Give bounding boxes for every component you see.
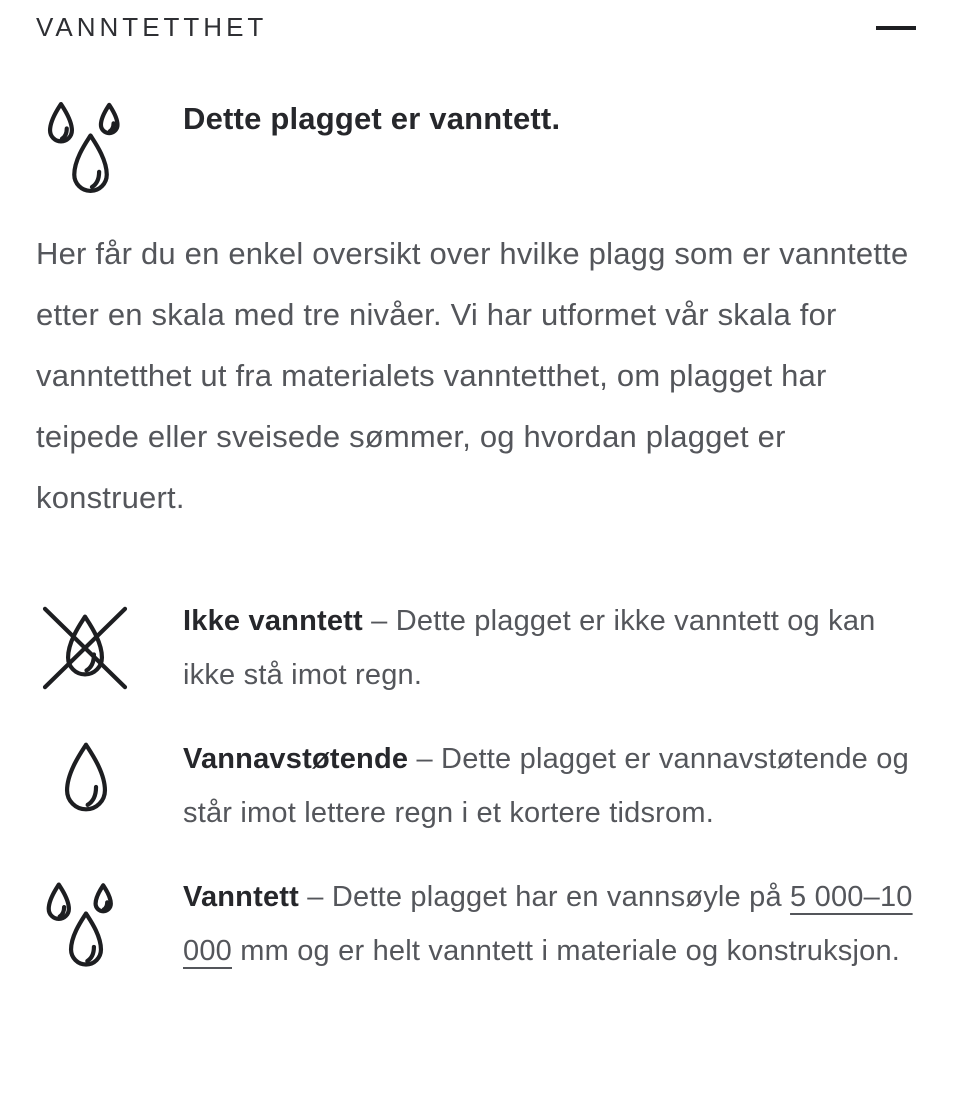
collapse-minus-icon[interactable] <box>876 26 916 30</box>
single-water-drop-icon <box>58 738 114 816</box>
level-icon-column <box>36 594 183 696</box>
crossed-water-drop-icon <box>36 600 134 696</box>
level-text <box>183 594 922 702</box>
level-icon-column <box>36 870 183 974</box>
three-water-drops-icon <box>36 95 132 201</box>
water-column-link[interactable]: 5 000–10 000 <box>183 881 913 967</box>
level-label: Vanntett <box>183 881 299 913</box>
three-water-drops-icon <box>36 876 124 974</box>
level-item-ikke-vanntett <box>36 594 922 702</box>
accordion-header[interactable] <box>36 12 922 43</box>
intro-text: Dette plagget er vanntett. <box>183 101 561 136</box>
description-text: Her får du en enkel oversikt over hvilke plagg som er vanntette etter en skala med tre nivåer. Vi har utformet vår skala for vanntetthet ut fra materialets vanntetthet, om plagget har teipede eller sveisede sømmer, og hvordan plagget er konstruert. <box>36 236 909 515</box>
level-text <box>183 870 922 978</box>
level-item-vannavstotende <box>36 732 922 840</box>
intro-row <box>36 89 922 201</box>
level-description-before-link: – Dette plagget har en vannsøyle på <box>299 881 791 913</box>
level-icon-column <box>36 732 183 816</box>
level-description: – Dette plagget er ikke vanntett og kan ikke stå imot regn. <box>183 605 876 691</box>
level-item-vanntett <box>36 870 922 978</box>
level-description-after-link: mm og er helt vanntett i materiale og konstruksjon. <box>232 935 901 967</box>
level-description: – Dette plagget er vannavstøtende og står imot lettere regn i et kortere tidsrom. <box>183 743 909 829</box>
level-label: Ikke vanntett <box>183 605 363 637</box>
waterproof-levels-list <box>36 594 922 978</box>
level-label: Vannavstøtende <box>183 743 409 775</box>
level-text <box>183 732 922 840</box>
section-title: VANNTETTHET <box>36 12 268 42</box>
intro-icon-column <box>36 89 183 201</box>
